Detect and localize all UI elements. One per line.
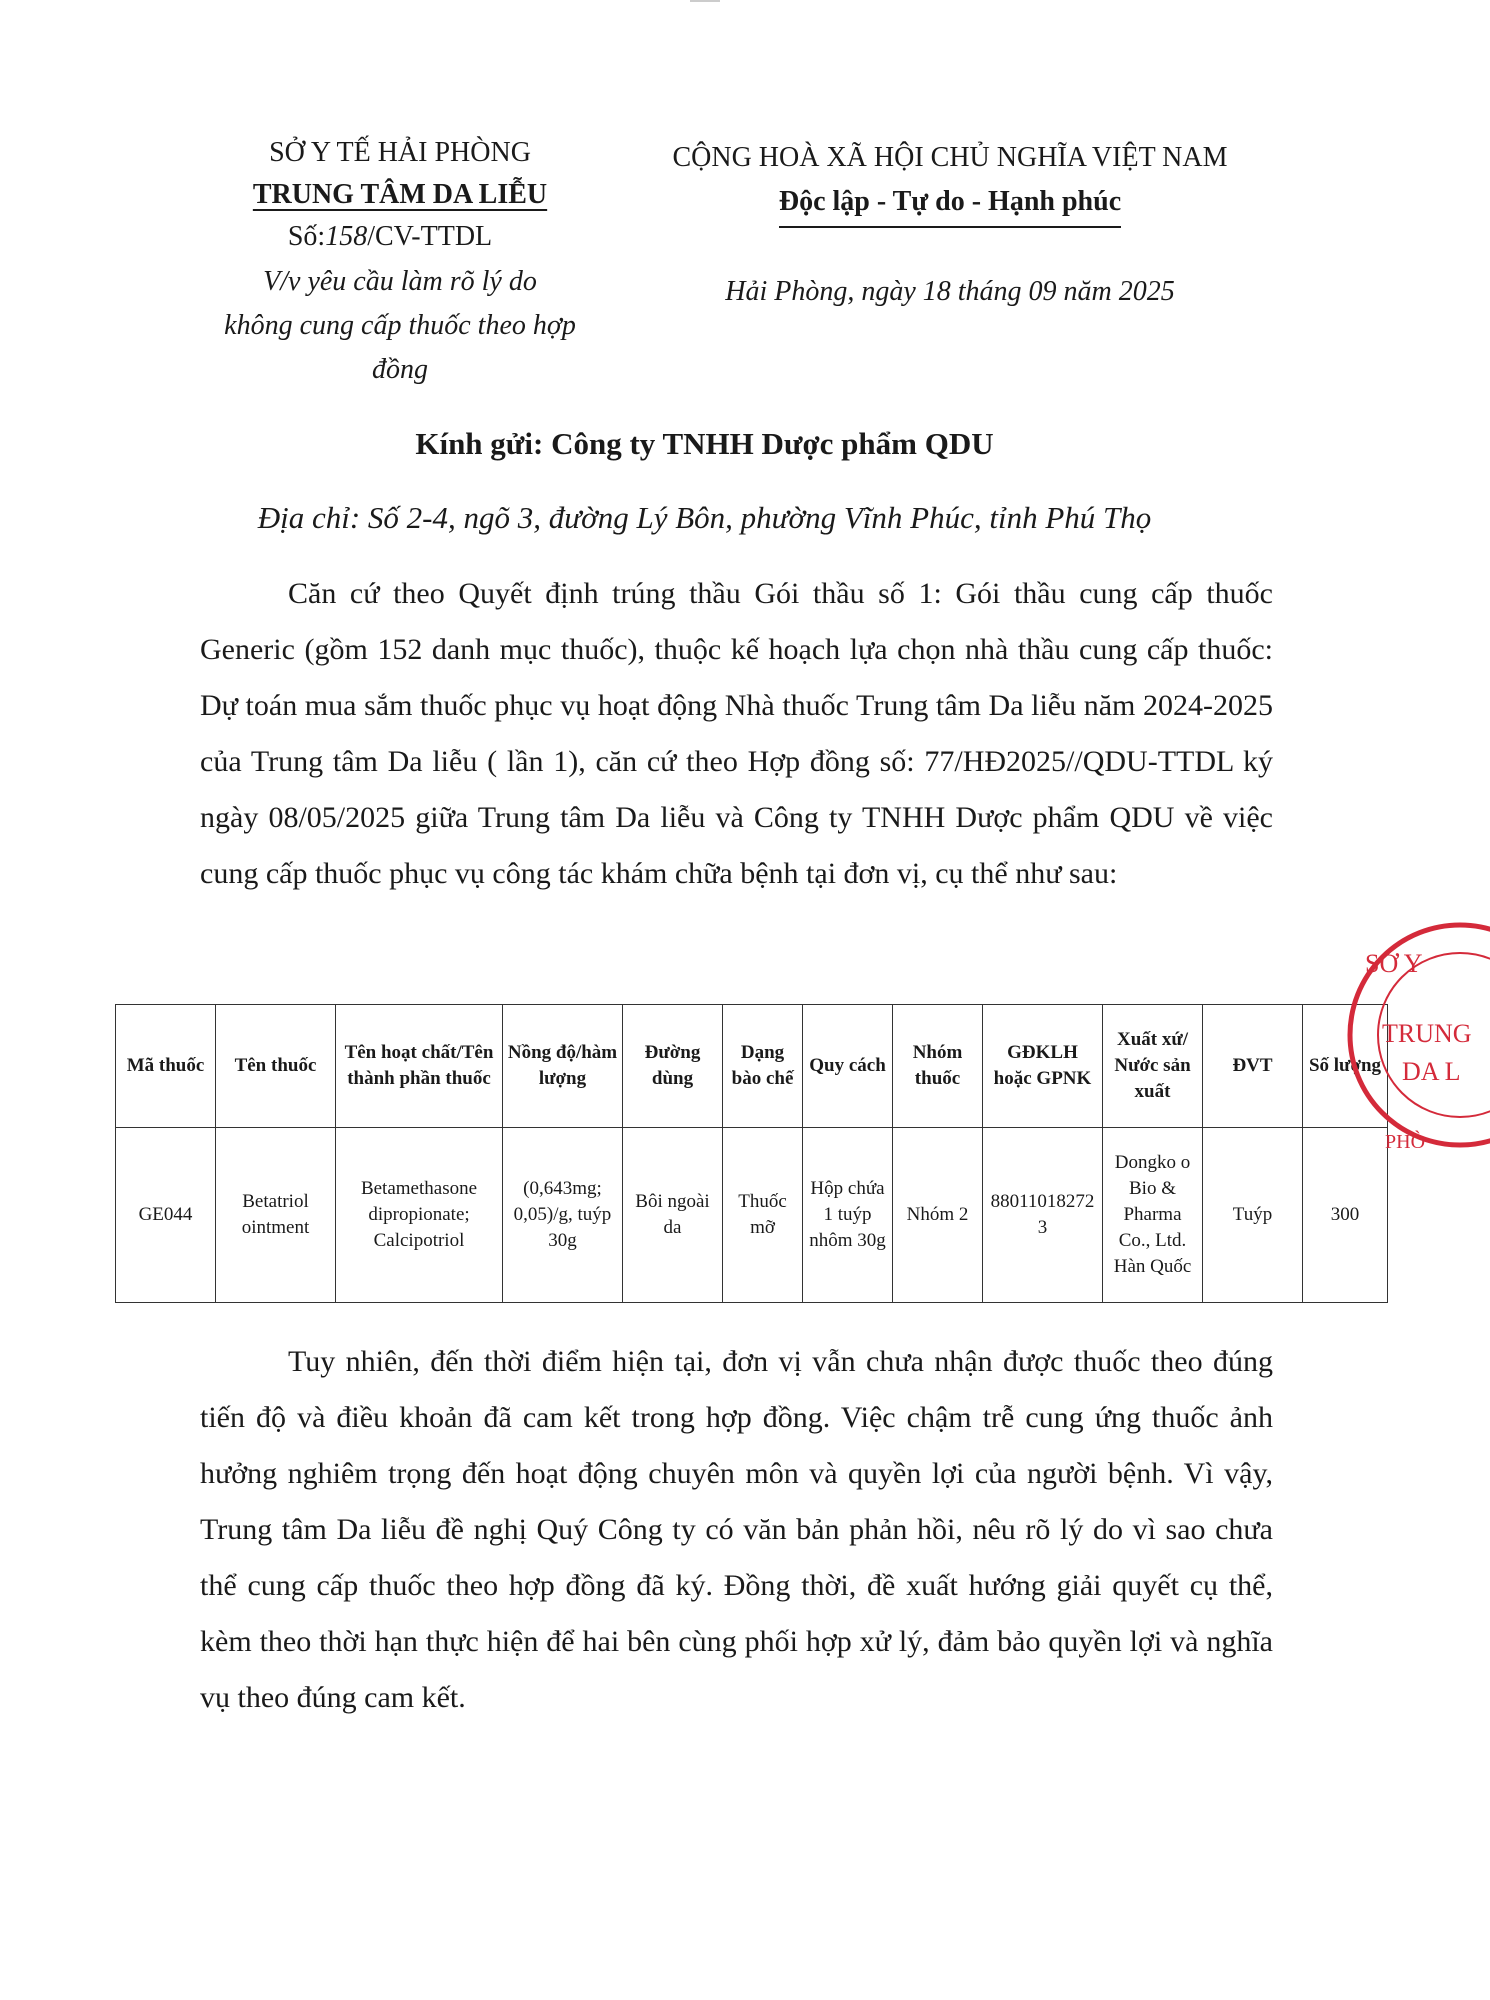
header-cell: Mã thuốc (116, 1005, 216, 1128)
department-name: SỞ Y TẾ HẢI PHÒNG (269, 137, 531, 168)
header-cell: Tên thuốc (216, 1005, 336, 1128)
stamp-text-bottom: PHÒ (1385, 1131, 1426, 1153)
table-cell: 880110182723 (983, 1128, 1103, 1303)
subject-line: đồng (372, 354, 428, 385)
table-cell: GE044 (116, 1128, 216, 1303)
table-cell: Nhóm 2 (893, 1128, 983, 1303)
header-cell: ĐVT (1203, 1005, 1303, 1128)
subject-line: V/v yêu cầu làm rõ lý do (263, 266, 537, 297)
header-cell: GĐKLH hoặc GPNK (983, 1005, 1103, 1128)
table-cell: Betatriol ointment (216, 1128, 336, 1303)
header-cell: Đường dùng (623, 1005, 723, 1128)
header-cell: Dạng bào chế (723, 1005, 803, 1128)
document-date: Hải Phòng, ngày 18 tháng 09 năm 2025 (725, 276, 1175, 307)
handwritten-number: 158 (325, 221, 368, 252)
recipient-address: Địa chỉ: Số 2-4, ngõ 3, đường Lý Bôn, phường Vĩnh Phúc, tỉnh Phú Thọ (257, 500, 1152, 535)
stamp-text-mid: TRUNG (1382, 1019, 1472, 1048)
recipient: Kính gửi: Công ty TNHH Dược phẩm QDU (415, 426, 994, 461)
table-cell: Betamethasone dipropionate; Calcipotriol (336, 1128, 503, 1303)
subject-line: không cung cấp thuốc theo hợp (224, 310, 576, 341)
national-motto: Độc lập - Tự do - Hạnh phúc (779, 180, 1121, 228)
stamp-inner-ring (1378, 953, 1490, 1117)
header-cell: Xuất xứ/ Nước sản xuất (1103, 1005, 1203, 1128)
table-cell: Thuốc mỡ (723, 1128, 803, 1303)
request-text: Tuy nhiên, đến thời điểm hiện tại, đơn vị vẫn chưa nhận được thuốc theo đúng tiến độ và điều khoản đã cam kết trong hợp đồng. Việc chậm trễ cung ứng thuốc ảnh hưởng nghiêm trọng đến hoạt động chuyên môn và quyền lợi của người bệnh. Vì vậy, Trung tâm Da liễu đề nghị Quý Công ty có văn bản phản hồi, nêu rõ lý do vì sao chưa thể cung cấp thuốc theo hợp đồng đã ký. Đồng thời, đề xuất hướng giải quyết cụ thể, kèm theo thời hạn thực hiện để hai bên cùng phối hợp xử lý, đảm bảo quyền lợi và nghĩa vụ theo đúng cam kết. (200, 1345, 1273, 1714)
header-cell: Quy cách (803, 1005, 893, 1128)
drug-table (115, 1004, 1388, 1303)
number-prefix: Số: (287, 221, 326, 252)
document-subject (200, 260, 600, 392)
intro-text: Căn cứ theo Quyết định trúng thầu Gói thầu số 1: Gói thầu cung cấp thuốc Generic (gồm 152 danh mục thuốc), thuộc kế hoạch lựa chọn nhà thầu cung cấp thuốc: Dự toán mua sắm thuốc phục vụ hoạt động Nhà thuốc Trung tâm Da liễu năm 2024-2025 của Trung tâm Da liễu ( lần 1), căn cứ theo Hợp đồng số: 77/HĐ2025//QDU-TTDL ký ngày 08/05/2025 giữa Trung tâm Da liễu và Công ty TNHH Dược phẩm QDU về việc cung cấp thuốc phục vụ công tác khám chữa bệnh tại đơn vị, cụ thể như sau: (200, 577, 1273, 890)
stamp-text-mid2: DA L (1402, 1057, 1461, 1086)
scan-mark (690, 0, 720, 2)
request-paragraph (200, 1334, 1273, 1726)
header-left (200, 132, 600, 392)
country-name: CỘNG HOÀ XÃ HỘI CHỦ NGHĨA VIỆT NAM (672, 142, 1228, 173)
document-number (200, 216, 600, 258)
table-cell: Tuýp (1203, 1128, 1303, 1303)
table-cell: Hộp chứa 1 tuýp nhôm 30g (803, 1128, 893, 1303)
header-cell: Tên hoạt chất/Tên thành phần thuốc (336, 1005, 503, 1128)
number-suffix: /CV-TTDL (367, 221, 493, 252)
table-cell: Bôi ngoài da (623, 1128, 723, 1303)
header-cell: Nhóm thuốc (893, 1005, 983, 1128)
stamp-text-top: SỞ Y (1365, 949, 1423, 978)
header-cell: Số lượng (1303, 1005, 1388, 1128)
table-cell: 300 (1303, 1128, 1388, 1303)
table-cell: Dongko o Bio & Pharma Co., Ltd. Hàn Quốc (1103, 1128, 1203, 1303)
organization-name: TRUNG TÂM DA LIỄU (252, 179, 548, 210)
table-cell: (0,643mg; 0,05)/g, tuýp 30g (503, 1128, 623, 1303)
header-cell: Nồng độ/hàm lượng (503, 1005, 623, 1128)
intro-paragraph (200, 566, 1273, 902)
table-header-row (116, 1005, 1388, 1128)
table-row (116, 1128, 1388, 1303)
header-right (640, 136, 1260, 314)
